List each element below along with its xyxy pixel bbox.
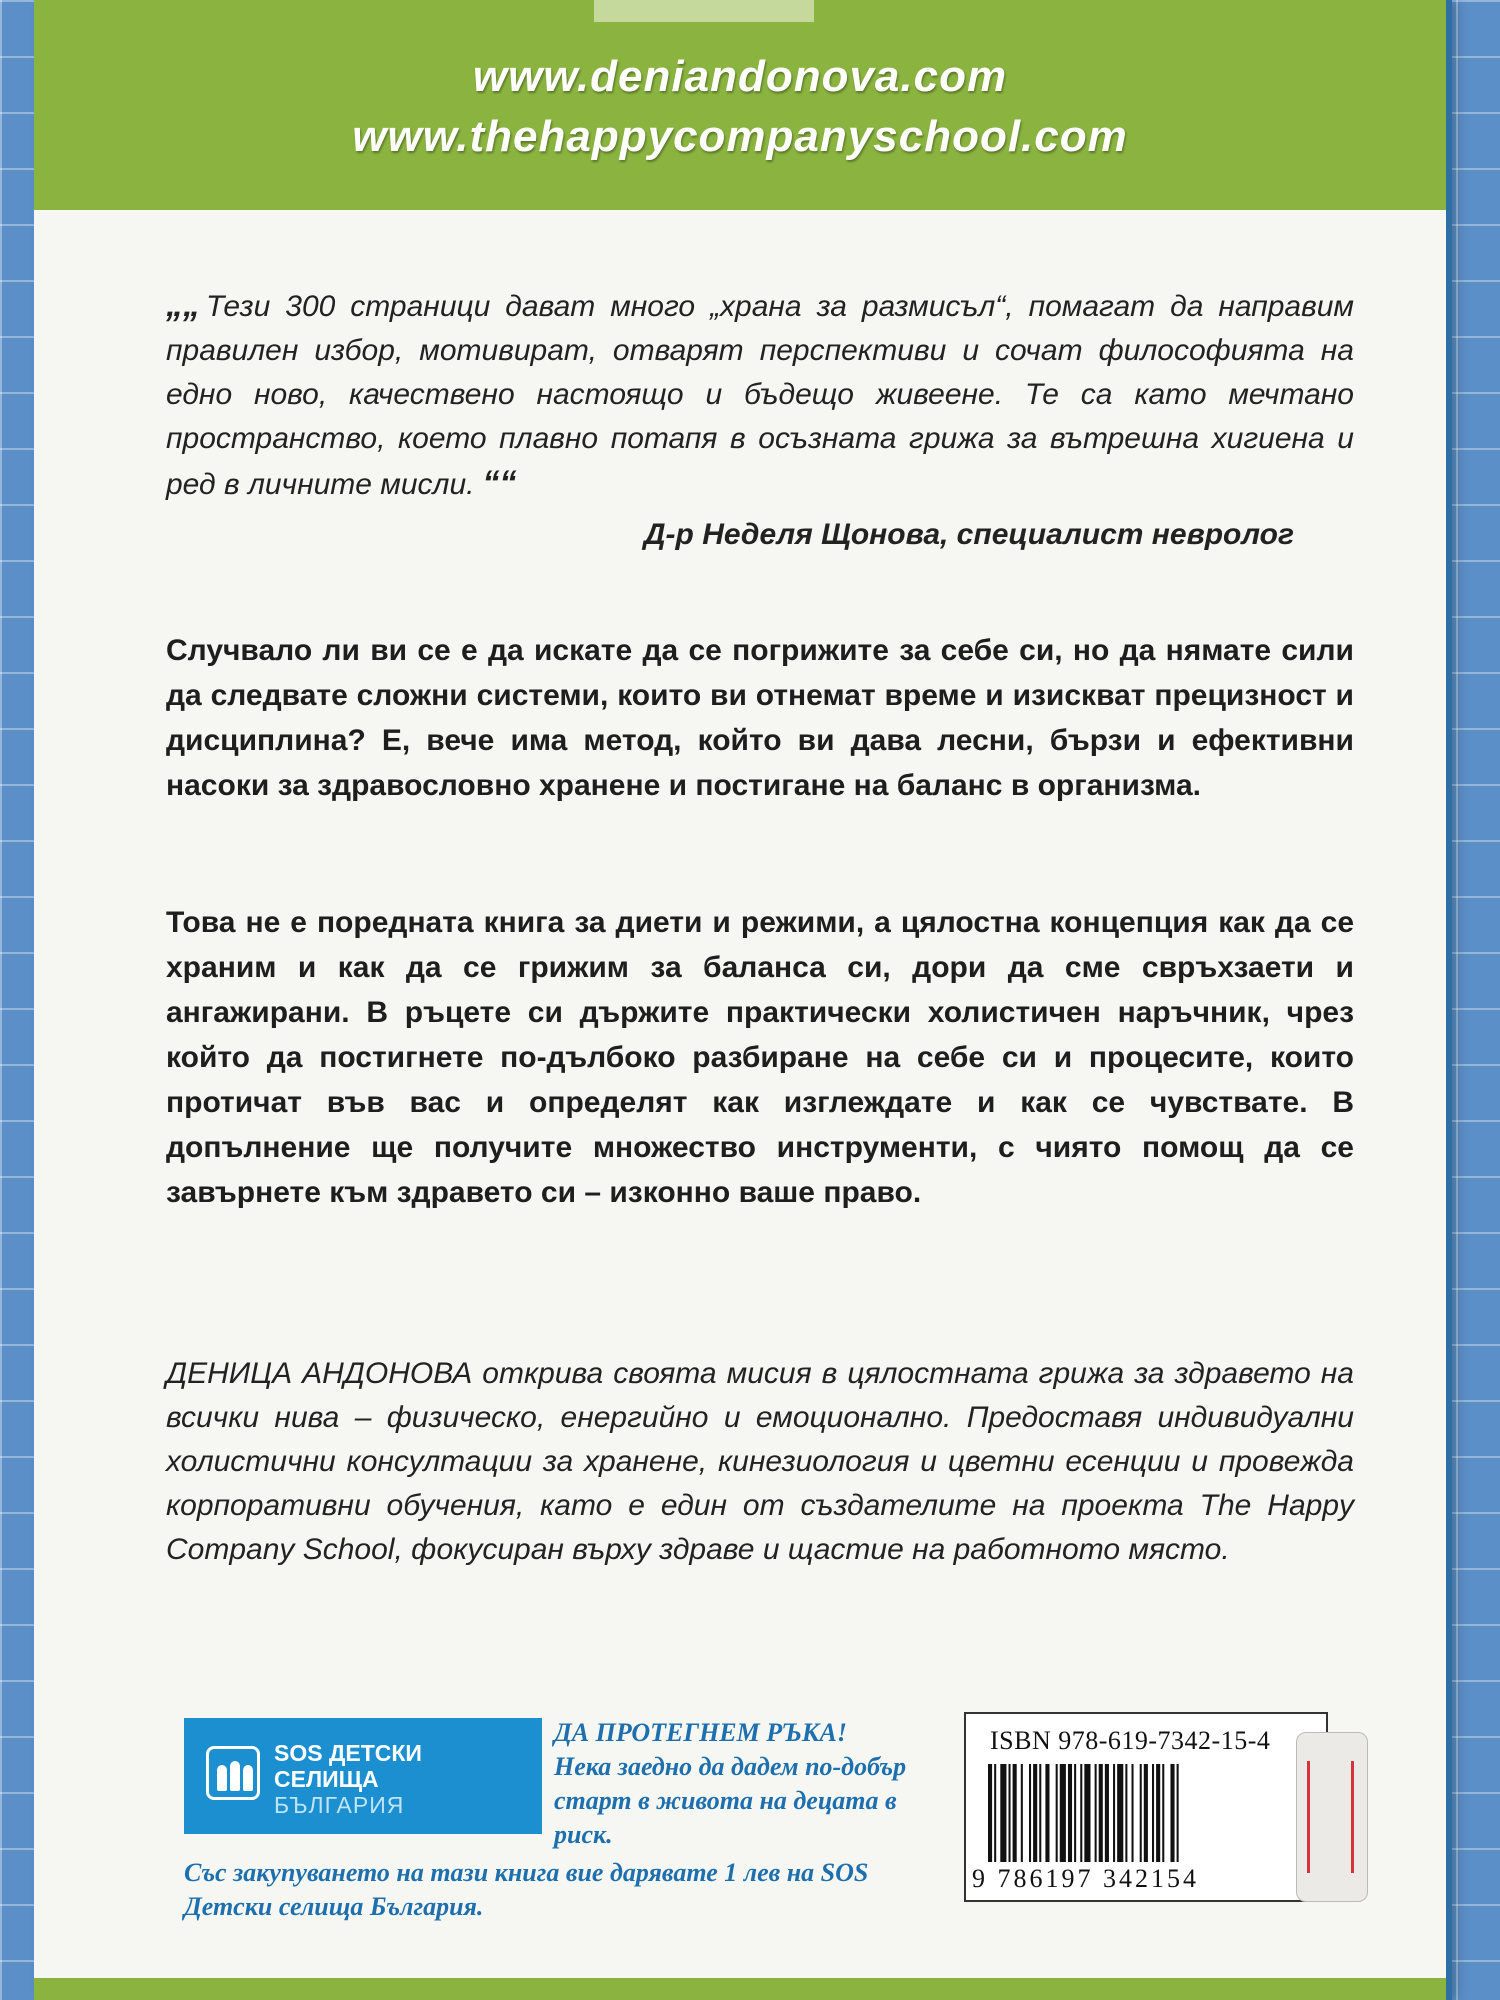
- quote-close-mark: ““: [482, 464, 517, 502]
- website-url-school[interactable]: www.thehappycompanyschool.com: [352, 112, 1128, 161]
- description-paragraph-2: Това не е поредната книга за диети и режими, а цялостна концепция как да се храним и как да се грижим за баланса си, дори да сме свръхзаети и ангажирани. В ръцете си държите практически холистичен наръчник, чрез който да постигнете по-дълбоко разбиране на себе си и процесите, които протичат във вас и определят как изглеждате и как се чувствате. В допълнение ще получите множество инструменти, с чиято помощ да се завърнете към здравето си – изконно ваше право.: [166, 906, 1354, 1209]
- quote-text: Тези 300 страници дават много „храна за размисъл“, помагат да направим правилен избор, мотивират, отварят перспективи и сочат философията на едно ново, качествено настоящо и бъдещо живеене. Те са като мечтано пространство, което плавно потапя в осъзната грижа за вътрешна хигиена и ред в личните мисли.: [166, 290, 1354, 501]
- book-back-cover: [34, 0, 1446, 2000]
- barcode-digits: 9 786197 342154: [972, 1864, 1199, 1893]
- website-url-author[interactable]: www.deniandonova.com: [472, 52, 1008, 101]
- appeal-heading: ДА ПРОТЕГНЕМ РЪКА!: [554, 1718, 847, 1747]
- description-paragraph-1: Случвало ли ви се е да искате да се погрижите за себе си, но да нямате сили да следвате сложни системи, които ви отнемат време и изискват прецизност и дисциплина? Е, вече има метод, който ви дава лесни, бързи и ефективни насоки за здравословно хранене и постигане на баланс в организма.: [166, 634, 1354, 802]
- appeal-body: Нека заедно да дадем по-добър старт в живота на децата в риск.: [554, 1752, 907, 1849]
- quote-open-mark: „„: [166, 286, 200, 324]
- isbn-barcode-box: [964, 1712, 1328, 1902]
- sos-children-logo-icon: [206, 1746, 260, 1800]
- price-sticker: [1296, 1732, 1368, 1902]
- torn-paper-mark: [594, 0, 814, 22]
- barcode: [988, 1764, 1238, 1862]
- sos-childrens-villages-badge: [184, 1718, 542, 1834]
- testimonial-quote: [166, 283, 1354, 507]
- donation-note: Със закупуването на тази книга вие дарявате 1 лев на SOS Детски селища България.: [184, 1858, 869, 1921]
- quote-author: Д-р Неделя Щонова, специалист невролог: [643, 518, 1294, 551]
- sos-label-line1: SOS ДЕТСКИ: [274, 1740, 422, 1766]
- sos-label-line2: СЕЛИЩА: [274, 1766, 379, 1792]
- author-bio: ДЕНИЦА АНДОНОВА открива своята мисия в цялостната грижа за здравето на всички нива – физическо, енергийно и емоционално. Предоставя индивидуални холистични консултации за хранене, кинезиология и цветни есенции и провежда корпоративни обучения, като е един от създателите на проекта The Happy Company School, фокусиран върху здраве и щастие на работното място.: [166, 1357, 1354, 1566]
- sos-label-line3: БЪЛГАРИЯ: [274, 1792, 405, 1818]
- isbn-number: ISBN 978-619-7342-15-4: [990, 1726, 1271, 1755]
- charity-appeal: [554, 1716, 954, 1852]
- green-header-band: [34, 0, 1446, 210]
- green-footer-band: [34, 1978, 1446, 2000]
